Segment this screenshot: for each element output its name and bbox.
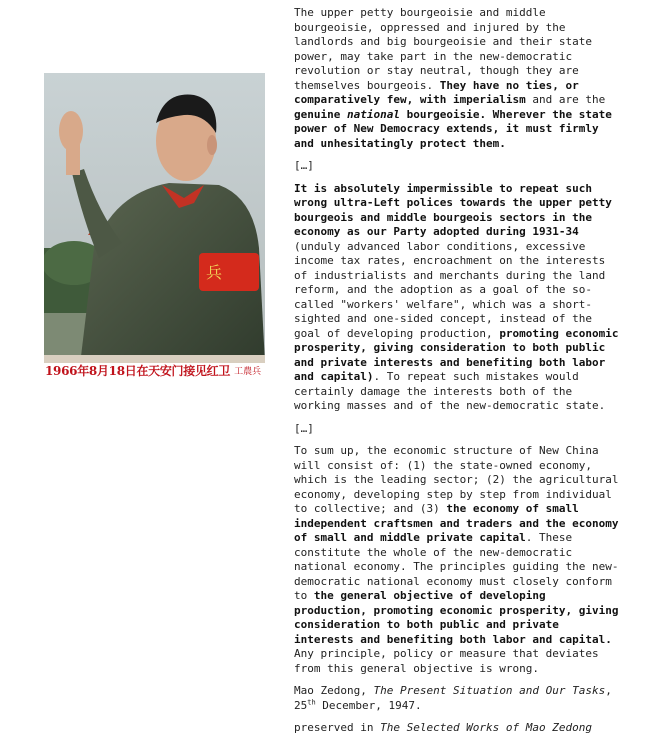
p3-run: the general objective of developing production, promoting economic prosperity, giving consideration to both public and private interests and benefiting both labor and capital. [294, 589, 619, 646]
paragraph-1 [294, 6, 619, 151]
p1-run: They have no ties, or comparatively few, with imperialism [294, 78, 579, 106]
p1-run: national [346, 107, 400, 121]
mao-photo [44, 73, 265, 378]
citation-author: Mao Zedong, [294, 684, 374, 697]
caption-logo: 工農兵 [234, 367, 262, 377]
citation-day-suffix: th [307, 697, 316, 706]
preserved-line [294, 721, 619, 736]
svg-text:兵: 兵 [206, 263, 223, 282]
ellipsis-2: […] [294, 421, 314, 435]
citation-comma: , [605, 684, 612, 697]
photo-caption [44, 363, 265, 378]
citation-title: The Present Situation and Our Tasks [373, 684, 606, 697]
preserved-title: The Selected Works of Mao Zedong [380, 721, 593, 734]
p3-run: the economy of small independent craftsmen and traders and the economy of small and middle private capital [294, 502, 619, 544]
paragraph-2 [294, 182, 619, 414]
p1-run: bourgeoisie. Wherever the state power of New Democracy extends, it must firmly and unhesitatingly protect them. [294, 107, 612, 150]
p1-run: The upper petty bourgeoisie and middle bourgeoisie, oppressed and injured by the landlords and big bourgeoisie and their state power, may take part in the new-democratic revolution or stay neutral, though they are themselves bourgeois. [294, 6, 593, 92]
portrait-image [44, 73, 265, 378]
p2-run: . To repeat such mistakes would certainly damage the interests both of the working masses and of the new-democratic state. [294, 370, 606, 412]
p1-run: genuine [294, 107, 347, 121]
p2-run: promoting economic prosperity, giving consideration to both public and private interests and benefiting both labor and capital) [294, 326, 619, 383]
citation-day: 25 [294, 698, 308, 712]
citation-rest: December, 1947. [315, 698, 422, 712]
p1-run: and are the [525, 93, 606, 106]
p3-run: . These constitute the whole of the new-democratic national economy. The principles guiding the new-democratic national economy must closely conform to [294, 531, 619, 602]
paragraph-3 [294, 444, 619, 676]
ellipsis-1: […] [294, 159, 314, 172]
article-text [294, 6, 619, 744]
p3-run: To sum up, the economic structure of New China will consist of: (1) the state-owned economy, which is the leading sector; (2) the agricultural economy, developing step by step from individual to collective; and (3) [294, 444, 619, 515]
citation [294, 684, 619, 713]
preserved-prefix: preserved in [294, 721, 381, 734]
caption-text: 1966年8月18日在天安门接见红卫 [45, 364, 231, 378]
p2-run: (unduly advanced labor conditions, excessive income tax rates, encroachment on the interests of industrialists and merchants during the land reform, and the adoption as a goal of the so-called "workers' welfare", which was a short-sighted and one-sided concept, instead of the goal of developing production, [294, 239, 606, 340]
p2-run: It is absolutely impermissible to repeat such wrong ultra-Left polices towards the upper petty bourgeois and middle bourgeois sectors in the economy as our Party adopted during 1931-34 [294, 181, 612, 238]
p3-run: Any principle, policy or measure that deviates from this general objective is wrong. [294, 647, 599, 675]
